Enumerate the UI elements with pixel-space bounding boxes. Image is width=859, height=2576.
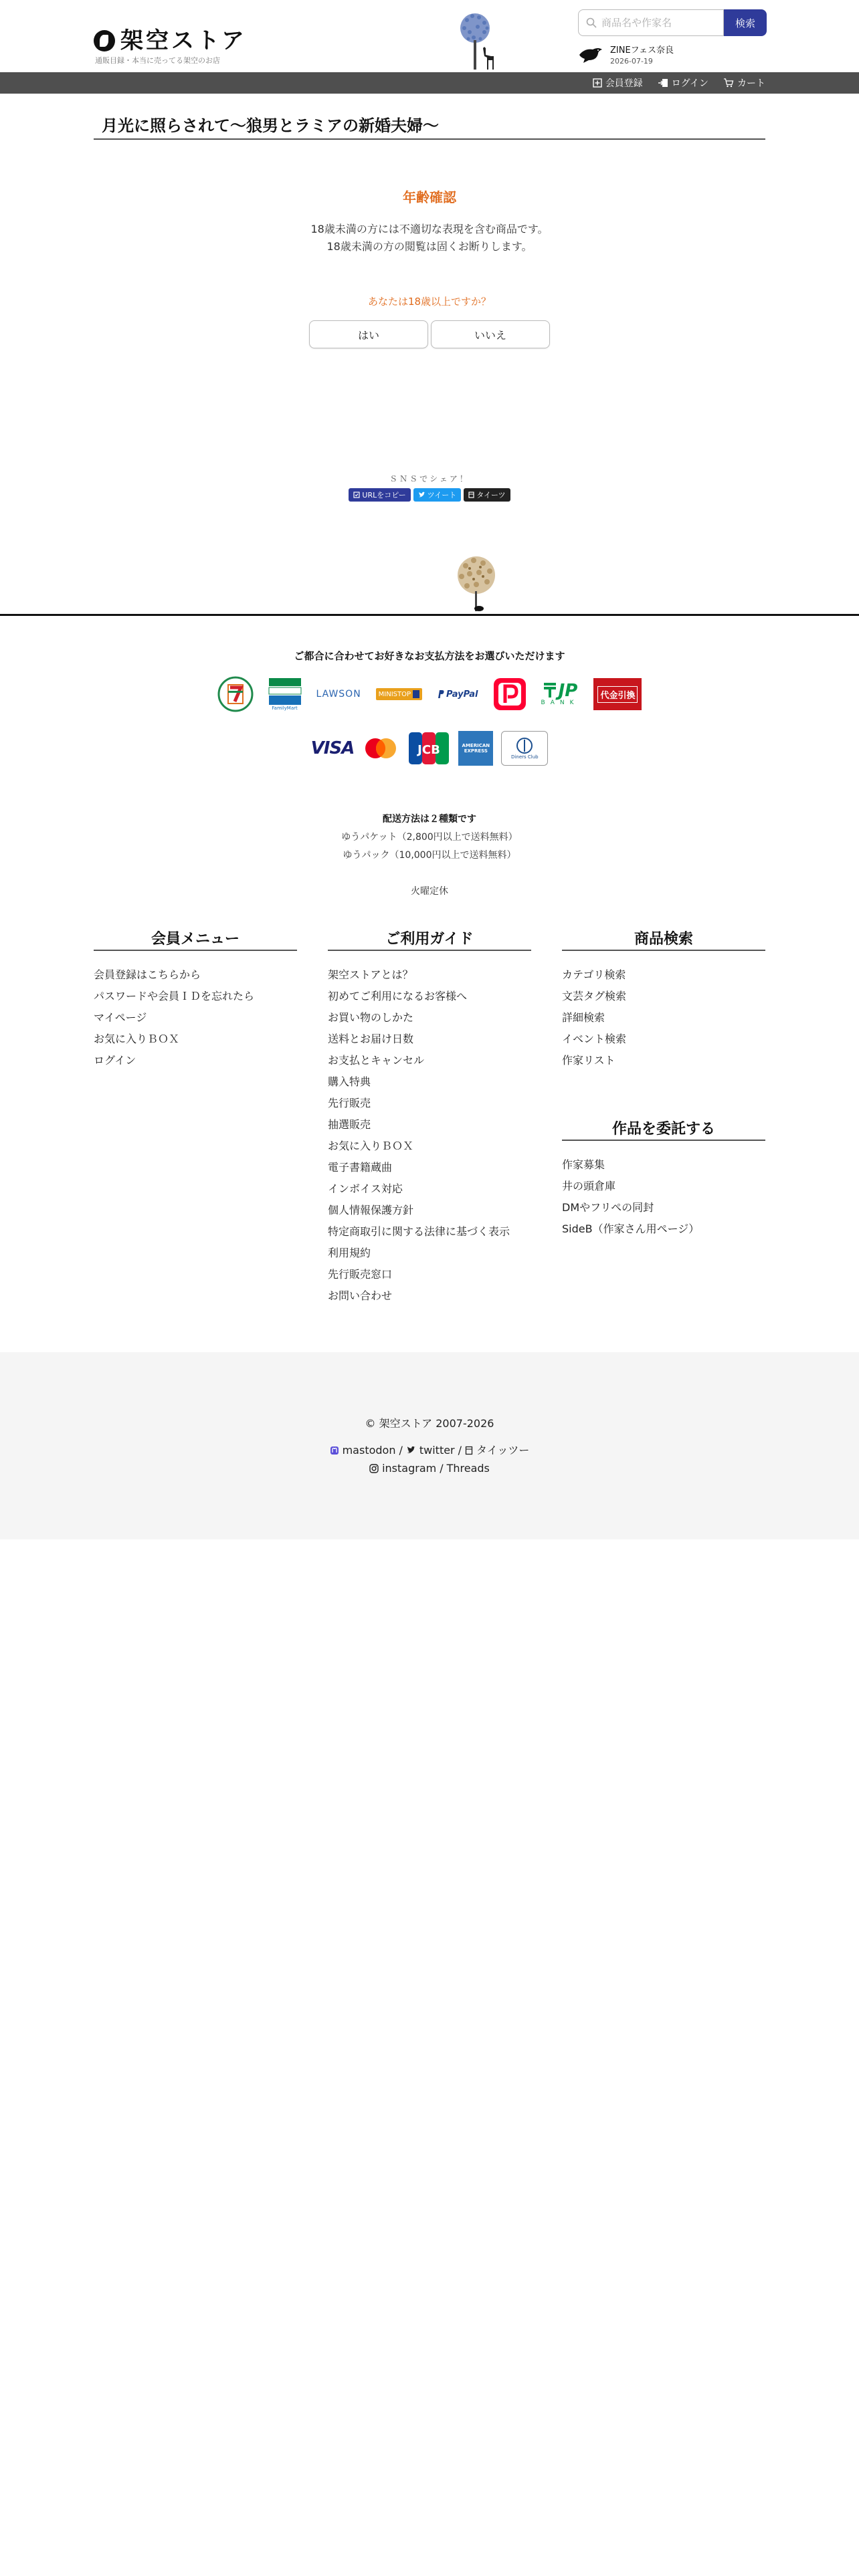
menu-link[interactable]: マイページ xyxy=(94,1011,147,1024)
amex-logo xyxy=(458,731,493,766)
age-notice xyxy=(94,221,765,255)
jcb-text: JCB xyxy=(417,743,441,757)
event-name: ZINEフェス奈良 xyxy=(610,45,674,56)
taitsu-icon xyxy=(465,1446,473,1455)
menu-link[interactable]: 抽選販売 xyxy=(328,1118,371,1131)
menu-link[interactable]: 送料とお届け日数 xyxy=(328,1033,414,1045)
age-no-button[interactable]: いいえ xyxy=(431,320,550,348)
separator: / xyxy=(440,1462,444,1475)
tree-giraffe-illustration xyxy=(450,8,503,75)
payment-methods xyxy=(0,649,859,766)
consign-menu-title: 作品を委託する xyxy=(562,1121,765,1141)
menu-link[interactable]: お気に入りＢＯＸ xyxy=(94,1033,180,1045)
menu-link[interactable]: 先行販売窓口 xyxy=(328,1268,393,1281)
site-bottom xyxy=(0,1352,859,1539)
menu-link[interactable]: 購入特典 xyxy=(328,1075,371,1088)
japan-post-bank-logo xyxy=(541,682,579,706)
taitsu-label: タイーツ xyxy=(476,491,506,500)
amex-text-1: AMERICAN xyxy=(462,743,490,748)
shipping-closed-day: 火曜定休 xyxy=(411,886,448,897)
lawson-text: LAWSON xyxy=(316,689,361,700)
top-navbar xyxy=(0,72,859,94)
logo-title: 架空ストア xyxy=(120,27,247,54)
menu-link[interactable]: パスワードや会員ＩＤを忘れたら xyxy=(94,990,255,1002)
copyright: © 架空ストア 2007-2026 xyxy=(365,1417,494,1430)
shipping-info xyxy=(0,811,859,901)
member-menu-title: 会員メニュー xyxy=(94,931,297,951)
cod-text: 代金引換 xyxy=(597,686,638,703)
cash-on-delivery-logo xyxy=(593,678,642,710)
jcb-logo xyxy=(407,731,450,766)
share-label: ＳＮＳでシェア！ xyxy=(389,474,470,484)
bank-text: BANK xyxy=(541,700,579,706)
paypay-logo xyxy=(493,677,527,711)
search-and-consign-menus xyxy=(562,931,765,1307)
logo-tagline: 通販目録・本当に売ってる架空のお店 xyxy=(95,56,220,65)
age-verification xyxy=(94,187,765,348)
search-menu-title: 商品検索 xyxy=(562,931,765,951)
menu-link[interactable]: 作家募集 xyxy=(562,1158,605,1171)
nav-login-label: ログイン xyxy=(671,78,708,89)
age-buttons xyxy=(94,320,765,348)
paypal-logo xyxy=(437,689,478,700)
payment-logos-row2 xyxy=(0,731,859,766)
menu-link[interactable]: 電子書籍蔵曲 xyxy=(328,1161,393,1174)
menu-link[interactable]: イベント検索 xyxy=(562,1033,627,1045)
menu-link[interactable]: お問い合わせ xyxy=(328,1289,393,1302)
taitsu-button[interactable] xyxy=(464,488,510,502)
search-icon xyxy=(586,17,597,28)
seven-eleven-logo xyxy=(217,676,254,712)
tweet-label: ツイート xyxy=(427,491,457,500)
shipping-method-1: ゆうパケット（2,800円以上で送料無料） xyxy=(341,832,518,843)
event-banner[interactable] xyxy=(578,43,674,66)
menu-link[interactable]: 先行販売 xyxy=(328,1097,371,1109)
mastodon-icon xyxy=(330,1446,339,1455)
menu-link[interactable]: 利用規約 xyxy=(328,1247,371,1259)
ministop-text: MINISTOP xyxy=(378,690,411,698)
age-yes-button[interactable]: はい xyxy=(309,320,428,348)
logo-mark-icon xyxy=(94,30,115,51)
shipping-title: 配送方法は２種類です xyxy=(383,814,476,825)
shipping-method-2: ゆうパック（10,000円以上で送料無料） xyxy=(343,850,516,861)
share-buttons xyxy=(94,488,765,502)
copy-url-label: URLをコピー xyxy=(362,491,406,500)
nav-register[interactable] xyxy=(593,76,643,90)
crow-icon xyxy=(578,44,605,64)
page-title: 月光に照らされて〜狼男とラミアの新婚夫婦〜 xyxy=(94,112,765,140)
nav-cart[interactable] xyxy=(723,76,765,90)
event-date: 2026-07-19 xyxy=(610,57,653,66)
age-heading: 年齢確認 xyxy=(403,189,456,205)
twitter-bird-icon xyxy=(406,1446,416,1455)
search-button[interactable]: 検索 xyxy=(724,9,767,36)
cart-icon xyxy=(723,78,734,88)
search-input[interactable] xyxy=(578,9,724,36)
menu-link[interactable]: インボイス対応 xyxy=(328,1182,403,1195)
menu-link[interactable]: お支払とキャンセル xyxy=(328,1054,425,1067)
menu-link[interactable]: 初めてご利用になるお客様へ xyxy=(328,990,468,1002)
login-icon xyxy=(658,78,668,88)
search-menu-list xyxy=(562,964,765,1071)
amex-text-2: EXPRESS xyxy=(464,748,488,754)
guide-menu xyxy=(328,931,531,1307)
age-question: あなたは18歳以上ですか？ xyxy=(367,296,492,308)
menu-link[interactable]: お気に入りＢＯＸ xyxy=(328,1140,414,1152)
age-notice-line1: 18歳未満の方には不適切な表現を含む商品です。 xyxy=(310,223,549,235)
menu-link[interactable]: お買い物のしかた xyxy=(328,1011,414,1024)
tweet-button[interactable] xyxy=(413,488,461,502)
menu-link[interactable]: 個人情報保護方針 xyxy=(328,1204,414,1216)
copy-icon xyxy=(353,492,360,498)
menu-link[interactable]: DMやフリペの同封 xyxy=(562,1201,654,1214)
menu-link[interactable]: 特定商取引に関する法律に基づく表示 xyxy=(328,1225,510,1238)
menu-link[interactable]: 会員登録はこちらから xyxy=(94,968,201,981)
sns-share xyxy=(94,473,765,502)
nav-register-label: 会員登録 xyxy=(605,78,643,89)
diners-text: Diners Club xyxy=(511,754,539,760)
threads-link[interactable]: Threads xyxy=(446,1462,490,1475)
ministop-mark xyxy=(413,690,419,698)
hedgehog-tree-illustration xyxy=(450,552,503,618)
taitsu-icon xyxy=(468,492,474,498)
member-menu-list xyxy=(94,964,297,1071)
menu-link[interactable]: カテゴリ検索 xyxy=(562,968,626,981)
register-icon xyxy=(593,78,602,88)
main-content xyxy=(94,112,765,502)
lawson-logo xyxy=(316,689,361,700)
separator: / xyxy=(399,1444,403,1457)
mastodon-link[interactable]: mastodon xyxy=(342,1444,396,1457)
menu-link[interactable]: 井の頭倉庫 xyxy=(562,1180,616,1192)
guide-menu-list xyxy=(328,964,531,1307)
instagram-icon xyxy=(369,1464,379,1473)
menu-link[interactable]: 文芸タグ検索 xyxy=(562,990,627,1002)
payment-logos-row1 xyxy=(0,676,859,712)
taitsu-link[interactable]: タイッツー xyxy=(476,1444,530,1457)
familymart-logo xyxy=(268,677,302,711)
payments-title: ご都合に合わせてお好きなお支払方法をお選びいただけます xyxy=(294,650,565,662)
menu-link[interactable]: SideB（作家さん用ページ） xyxy=(562,1222,700,1235)
footer-divider xyxy=(0,614,859,616)
paypal-text: PayPal xyxy=(446,689,478,700)
consign-menu-list xyxy=(562,1154,765,1240)
twitter-link[interactable]: twitter xyxy=(419,1444,455,1457)
mastercard-logo xyxy=(362,736,399,760)
instagram-link[interactable]: instagram xyxy=(382,1462,437,1475)
twitter-bird-icon xyxy=(418,492,425,498)
member-menu xyxy=(94,931,297,1307)
site-logo[interactable] xyxy=(94,29,247,66)
menu-link[interactable]: ログイン xyxy=(94,1054,136,1067)
footer-menus xyxy=(94,931,765,1307)
copy-url-button[interactable] xyxy=(349,488,410,502)
menu-link[interactable]: 作家リスト xyxy=(562,1054,615,1067)
visa-logo xyxy=(311,738,355,758)
separator: / xyxy=(458,1444,462,1457)
guide-menu-title: ご利用ガイド xyxy=(328,931,531,951)
visa-text: VISA xyxy=(310,738,355,758)
menu-link[interactable]: 架空ストアとは？ xyxy=(328,968,413,981)
menu-link[interactable]: 詳細検索 xyxy=(562,1011,605,1024)
search-form xyxy=(578,9,767,36)
ministop-logo xyxy=(376,688,422,700)
nav-login[interactable] xyxy=(658,76,708,90)
jp-text: JP xyxy=(558,681,578,701)
nav-cart-label: カート xyxy=(737,78,765,89)
site-header xyxy=(0,0,859,72)
diners-club-logo xyxy=(501,731,548,766)
social-links xyxy=(0,1441,859,1477)
age-notice-line2: 18歳未満の方の閲覧は固くお断りします。 xyxy=(326,240,533,253)
familymart-text: FamilyMart xyxy=(272,706,298,711)
